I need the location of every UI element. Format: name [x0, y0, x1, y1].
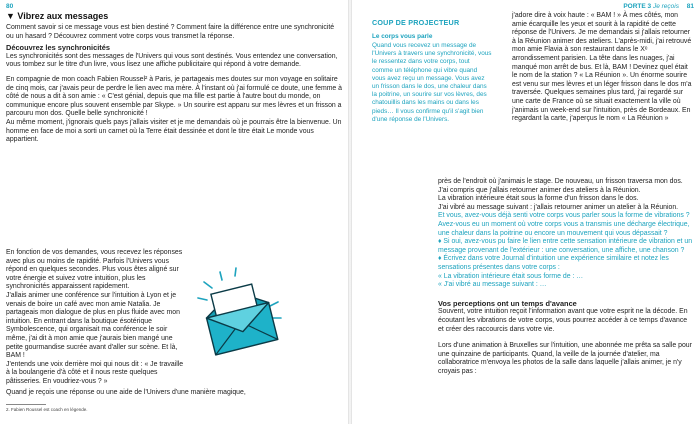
subheading-synchronicities: Découvrez les synchronicités — [6, 43, 110, 53]
running-header — [623, 3, 694, 10]
full-text-2: J'ai compris que j'allais retourner animer des ateliers à la Réunion. — [438, 186, 641, 194]
spotlight-body: Quand vous recevez un message de l'Univers à travers une synchronicité, vous le ressentez dans votre corps, tout comme un téléphone qui vibre quand vous avez reçu un message. Vous avez un frisson dans le dos, une chaleur dans la poitrine, un sourire sur vos lèvres, des chatouillis dans les mains ou dans les pieds… Il vous confirme qu'il s'agit bien d'une réponse de l'Univers. — [372, 42, 492, 123]
page-number-left: 80 — [6, 3, 14, 10]
prompt-vibration: « La vibration intérieure était sous forme de : … — [438, 272, 584, 280]
intro-paragraph: Comment savoir si ce message vous est bien destiné ? Comment faire la différence entre une synchronicité ou un hasard ? Découvrez comment votre corps vous transmet la réponse. — [6, 24, 335, 40]
spotlight-subtitle: Le corps vous parle — [372, 33, 433, 40]
question-3: ♦ Écrivez dans votre Journal d'intuition une expérience similaire et notez les sensations présentes dans votre corps : — [438, 255, 669, 271]
right-full-text — [438, 178, 694, 376]
header-section: Je reçois — [652, 3, 679, 10]
perceptions-text: Souvent, votre intuition reçoit l'information avant que votre esprit ne la décode. En écoutant les vibrations de votre corps, vous pourrez accéder à ce temps d'avance et créer des raccourcis dans votre vie. — [438, 308, 688, 333]
right-column-text: j'adore dire à voix haute : « BAM ! » À mes côtés, mon amie écarquille les yeux et sourit à la rapidité de cette réponse de l'Univers. Je me demandais si j'allais retourner à la Réunion animer des ateliers. L'après-midi, j'ai retrouvé mon amie Flavia à son restaurant dans le Xᵉ arrondissement parisien. La tête dans les nuages, j'ai manqué mon arrêt de bus. Et là, BAM ! Devinez quel était le nom de la station ? « La Réunion ». Un énorme sourire est venu sur mes lèvres et un léger frisson dans le dos m'a traversée. Quelques semaines plus tard, j'ai regardé sur une carte de France où se situait exactement la ville où j'animais un week-end sur l'intuition, près de Bordeaux. En regardant la carte, j'aperçus le nom « La Réunion » — [512, 12, 692, 123]
speed-paragraph: En fonction de vos demandes, vous recevez les réponses avec plus ou moins de rapidité. Parfois l'Univers vous répond en quelques secondes. Plus vous êtes aligné sur votre énergie et suivez votre intuition, plus les synchronicités apparaissent rapidement. — [6, 249, 183, 291]
page-number-right: 81 — [686, 3, 694, 10]
travel-story: Au même moment, j'ignorais quels pays j'allais visiter et je me demandais où je pourrais être la bienvenue. Un homme en face de moi a sorti un carnet où la Terre était dessinée et dont le titre était Le monde vous appartient. — [6, 118, 342, 144]
left-text-column — [6, 249, 184, 387]
full-text-1: près de l'endroit où j'animais le stage. De nouveau, un frisson traversa mon dos. — [438, 178, 683, 185]
section-heading: ▼ Vibrez aux messages — [6, 11, 109, 21]
synchronicity-definition: Les synchronicités sont des messages de l'Univers qui vous sont destinés. Vous entendez une conversation, vous tombez sur le titre d'un livre, vous lisez une affiche publicitaire qui répond à votre demande. — [6, 52, 338, 69]
lyon-story: J'allais animer une conférence sur l'intuition à Lyon et je venais de boire un café avec mon amie Natalia. Je partageais mon dialogue de plus en plus fluide avec mon intuition. En entrant dans la boutique ésotérique Symbolescence, qui organisait ma conférence le soir même, j'ai dit à mon amie que j'aurais bien mangé une petite gourmandise sucrée avant d'aller sur scène. Et là, BAM ! — [6, 291, 180, 360]
footnote-separator — [6, 404, 46, 405]
header-part: PORTE 3 — [623, 3, 652, 10]
envelope-icon — [190, 262, 290, 358]
spotlight-box — [372, 18, 492, 124]
brussels-story: Lors d'une animation à Bruxelles sur l'intuition, une abonnée me prêta sa salle pour une quinzaine de participants. Quand, la veille de la journée d'atelier, ma collaboratrice m'envoya les photos de la salle dans laquelle j'allais animer, je n'y croyais pas : — [438, 342, 692, 375]
full-text-4: J'ai vibré au message suivant : j'allais retourner animer un atelier à la Réunion. — [438, 203, 679, 211]
left-text-top — [6, 24, 342, 145]
footnote: 2. Fabien Roussel est coach en légende. — [6, 407, 88, 412]
left-text-bottom: Quand je reçois une réponse ou une aide de l'Univers d'une manière magique, — [6, 389, 246, 396]
bakery-quote: J'entends une voix derrière moi qui nous dit : « Je travaille à la boulangerie d'à côté et il nous reste quelques pâtisseries. En voudriez-vous ? » — [6, 360, 184, 385]
perceptions-heading: Vos perceptions ont un temps d'avance — [438, 298, 577, 308]
question-2: ♦ Si oui, avez-vous pu faire le lien entre cette sensation intérieure de vibration et un message provenant de l'extérieur : une conversation, une affiche, une chanson ? — [438, 238, 693, 254]
prompt-message: « J'ai vibré au message suivant : … — [438, 281, 547, 289]
coach-story: En compagnie de mon coach Fabien Roussel² à Paris, je partageais mes doutes sur mon voyage en solitaire de cinq mois, car j'avais peur de perdre le lien avec ma mère. À l'instant où j'ai formulé ce doute, une femme à côté de nous a dit à son amie : « C'est génial, depuis que ma fille est partie à l'autre bout du monde, on communique encore plus souvent ensemble par Skype. » Un sourire est apparu sur mes lèvres et un frisson a parcouru mon dos. Quelle belle synchronicité ! — [6, 75, 343, 118]
question-1: Et vous, avez-vous déjà senti votre corps vous parler sous la forme de vibrations ? Avez-vous eu un moment où votre corps vous a transmis une décharge électrique, une chaleur dans la poitrine ou encore un mouvement qui vous dépassait ? — [438, 212, 690, 237]
right-page — [352, 0, 700, 424]
spotlight-title: COUP DE PROJECTEUR — [372, 18, 460, 27]
full-text-3: La vibration intérieure était sous la forme d'un frisson dans le dos. — [438, 195, 639, 203]
